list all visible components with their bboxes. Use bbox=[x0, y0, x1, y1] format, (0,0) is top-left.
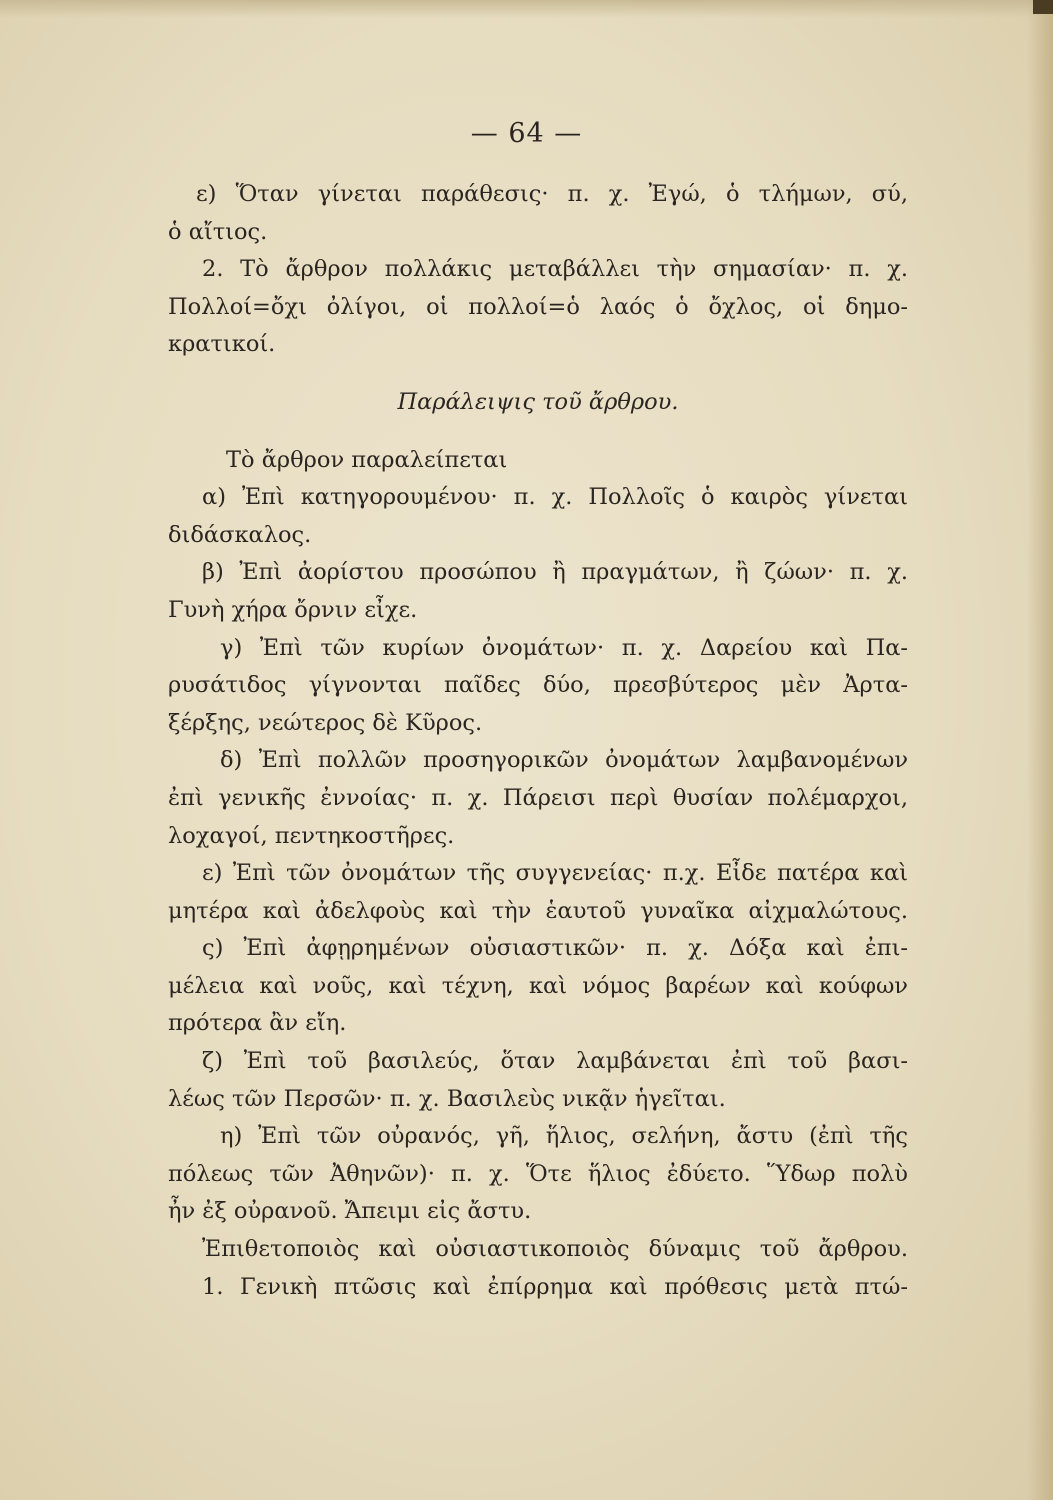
text-line: ὁ αἴτιος. bbox=[168, 218, 268, 245]
text-line: λοχαγοί, πεντηκοστῆρες. bbox=[168, 822, 455, 849]
text-line: Ἐπιθετοποιὸς καὶ οὐσιαστικοποιὸς δύναμις τοῦ ἄρθρου. bbox=[202, 1236, 908, 1263]
section-heading: Παράλειψις τοῦ ἄρθρου. bbox=[397, 388, 679, 415]
text-line: διδάσκαλος. bbox=[168, 521, 312, 548]
page-text bbox=[168, 176, 908, 1306]
binding-corner-mark bbox=[1033, 0, 1053, 14]
text-line: Γυνὴ χήρα ὄρνιν εἶχε. bbox=[168, 596, 418, 623]
text-line: 2. Τὸ ἄρθρον πολλάκις μεταβάλλει τὴν σημασίαν· π. χ. bbox=[202, 256, 908, 283]
spacer bbox=[168, 422, 908, 442]
text-line: γ) Ἐπὶ τῶν κυρίων ὀνομάτων· π. χ. Δαρείου καὶ Πα- bbox=[220, 634, 908, 661]
text-line: Τὸ ἄρθρον παραλείπεται bbox=[226, 446, 508, 473]
text-line: κρατικοί. bbox=[168, 331, 276, 358]
text-line: β) Ἐπὶ ἀορίστου προσώπου ἢ πραγμάτων, ἢ ζώων· π. χ. bbox=[202, 559, 908, 586]
text-line: ς) Ἐπὶ ἀφῃρημένων οὐσιαστικῶν· π. χ. Δόξα καὶ ἐπι- bbox=[202, 935, 908, 962]
text-line: 1. Γενικὴ πτῶσις καὶ ἐπίρρημα καὶ πρόθεσις μετὰ πτώ- bbox=[202, 1273, 908, 1300]
page-number: — 64 — bbox=[470, 118, 583, 149]
text-line: ε) Ἐπὶ τῶν ὀνομάτων τῆς συγγενείας· π.χ. Εἶδε πατέρα καὶ bbox=[202, 860, 908, 887]
text-line: ἐπὶ γενικῆς ἐννοίας· π. χ. Πάρεισι περὶ θυσίαν πολέμαρχοι, bbox=[168, 784, 908, 811]
text-line: Πολλοί=ὄχι ὀλίγοι, οἱ πολλοί=ὁ λαός ὁ ὄχλος, οἱ δημο- bbox=[168, 293, 908, 320]
page-top-shadow bbox=[0, 0, 1053, 18]
text-line: η) Ἐπὶ τῶν οὐρανός, γῆ, ἥλιος, σελήνη, ἄστυ (ἐπὶ τῆς bbox=[220, 1123, 908, 1150]
page-right-shadow bbox=[1027, 0, 1053, 1500]
text-line: δ) Ἐπὶ πολλῶν προσηγορικῶν ὀνομάτων λαμβανομένων bbox=[220, 747, 908, 774]
text-line: μητέρα καὶ ἀδελφοὺς καὶ τὴν ἑαυτοῦ γυναῖκα αἰχμαλώτους. bbox=[168, 897, 908, 924]
text-line: πόλεως τῶν Ἀθηνῶν)· π. χ. Ὅτε ἥλιος ἐδύετο. Ὕδωρ πολὺ bbox=[168, 1160, 908, 1187]
text-line: α) Ἐπὶ κατηγορουμένου· π. χ. Πολλοῖς ὁ καιρὸς γίνεται bbox=[202, 484, 908, 511]
text-line: μέλεια καὶ νοῦς, καὶ τέχνη, καὶ νόμος βαρέων καὶ κούφων bbox=[168, 972, 908, 999]
spacer bbox=[168, 364, 908, 384]
text-line: ἦν ἐξ οὐρανοῦ. Ἄπειμι εἰς ἄστυ. bbox=[168, 1198, 532, 1225]
text-line: ε) Ὅταν γίνεται παράθεσις· π. χ. Ἐγώ, ὁ τλήμων, σύ, bbox=[196, 181, 908, 207]
text-line: ζ) Ἐπὶ τοῦ βασιλεύς, ὅταν λαμβάνεται ἐπὶ τοῦ βασι- bbox=[202, 1048, 908, 1075]
text-line: πρότερα ἂν εἴη. bbox=[168, 1010, 347, 1037]
text-line: ρυσάτιδος γίγνονται παῖδες δύο, πρεσβύτερος μὲν Ἀρτα- bbox=[168, 672, 908, 699]
text-line: ξέρξης, νεώτερος δὲ Κῦρος. bbox=[168, 709, 483, 736]
text-line: λέως τῶν Περσῶν· π. χ. Βασιλεὺς νικᾷν ἡγεῖται. bbox=[168, 1085, 726, 1112]
